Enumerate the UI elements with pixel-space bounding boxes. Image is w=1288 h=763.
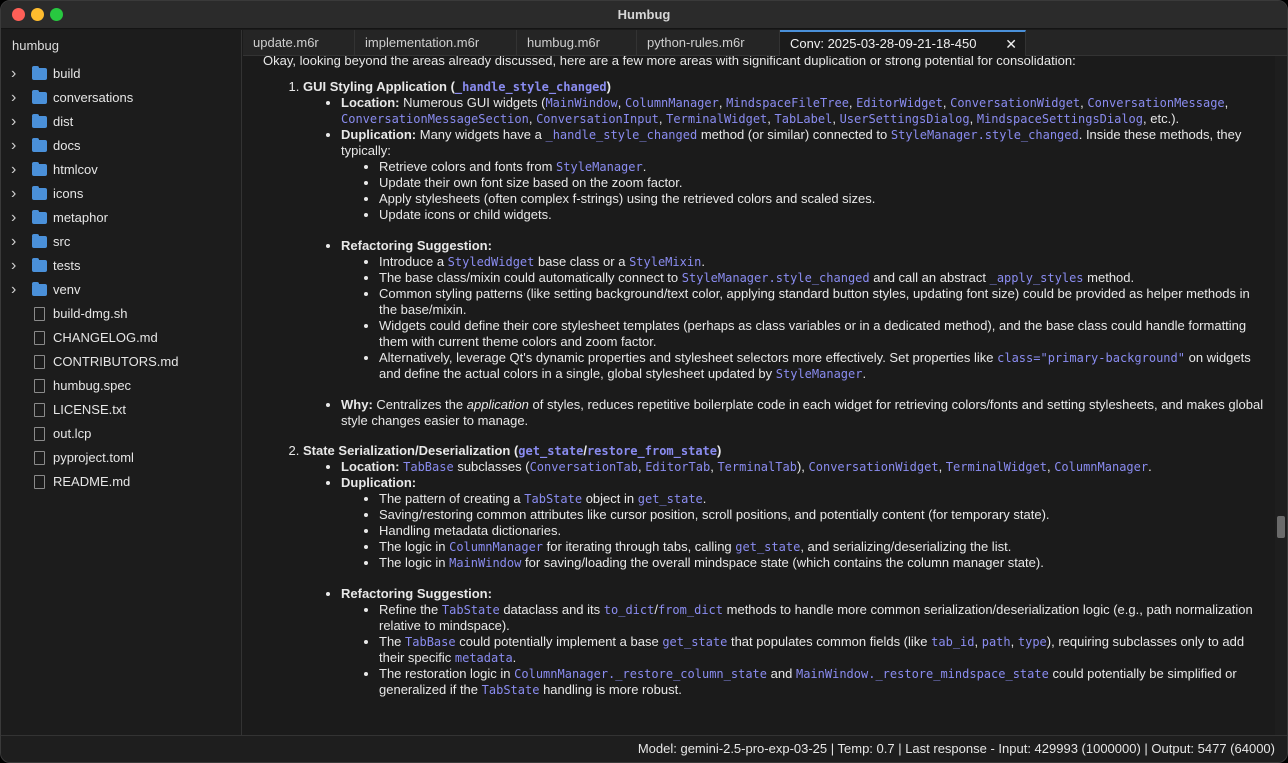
code-identifier: MainWindow — [545, 96, 618, 110]
chevron-right-icon[interactable]: › — [11, 233, 17, 250]
close-tab-icon[interactable]: ✕ — [1005, 36, 1017, 52]
chevron-right-icon[interactable]: › — [11, 89, 17, 106]
tab-update[interactable] — [243, 30, 355, 56]
tree-item-label: build-dmg.sh — [53, 306, 128, 321]
window-title: Humbug — [617, 7, 671, 22]
tree-item-label: metaphor — [53, 210, 108, 225]
tree-item-label: docs — [53, 138, 81, 153]
suggestion-list — [303, 79, 1265, 698]
section-gui-styling — [303, 79, 1265, 429]
tab-label: python-rules.m6r — [647, 35, 745, 50]
file-tree — [1, 62, 241, 494]
file-icon — [34, 451, 45, 465]
section-state-serialization — [303, 443, 1265, 698]
list-item: • The base class/mixin could automatically connect to StyleManager.style_changed and call an abstract _apply_styles method. — [379, 270, 1265, 286]
tree-folder-venv[interactable] — [1, 278, 241, 302]
tree-item-label: README.md — [53, 474, 131, 489]
chevron-right-icon[interactable]: › — [11, 281, 17, 298]
tree-file-CONTRIBUTORS.md[interactable] — [1, 350, 241, 374]
scrollbar-thumb[interactable] — [1277, 516, 1285, 538]
code-identifier: ColumnManager — [624, 96, 719, 110]
section-title: State Serialization/Deserialization (get_state/restore_from_state) — [303, 443, 722, 458]
conversation-scrollbar[interactable] — [1275, 56, 1287, 735]
tree-folder-tests[interactable] — [1, 254, 241, 278]
code-identifier: ConversationInput — [536, 112, 659, 126]
list-item: • Refine the TabState dataclass and its to_dict/from_dict methods to handle more common serialization/deserialization logic (e.g., path normalization relative to mindspace). — [379, 602, 1265, 634]
code-identifier: TerminalWidget — [666, 112, 768, 126]
tree-item-label: tests — [53, 258, 81, 273]
tree-item-label: dist — [53, 114, 74, 129]
list-item: • Widgets could define their core stylesheet templates (perhaps as class variables or in a dedicated method), and the base class could handle formatting them with current theme colors and zoom factor. — [379, 318, 1265, 350]
list-item: • Update their own font size based on the zoom factor. — [379, 175, 1265, 191]
tab-label: update.m6r — [253, 35, 319, 50]
file-icon — [34, 355, 45, 369]
code-identifier: TerminalWidget — [945, 460, 1047, 474]
tree-item-label: conversations — [53, 90, 134, 105]
tree-item-label: venv — [53, 282, 81, 297]
tree-folder-metaphor[interactable] — [1, 206, 241, 230]
folder-icon — [32, 284, 47, 296]
tree-file-CHANGELOG.md[interactable] — [1, 326, 241, 350]
tree-item-label: LICENSE.txt — [53, 402, 126, 417]
folder-icon — [32, 212, 47, 224]
list-item: • Update icons or child widgets. — [379, 207, 1265, 223]
chevron-right-icon[interactable]: › — [11, 257, 17, 274]
tab-bar — [243, 30, 1287, 56]
tree-folder-htmlcov[interactable] — [1, 158, 241, 182]
folder-icon — [32, 116, 47, 128]
tree-folder-icons[interactable] — [1, 182, 241, 206]
tree-item-label: htmlcov — [53, 162, 98, 177]
mindspace-title: humbug — [12, 38, 59, 53]
file-icon — [34, 379, 45, 393]
file-icon — [34, 427, 45, 441]
title-bar — [1, 1, 1287, 29]
list-item: • The restoration logic in ColumnManager._restore_column_state and MainWindow._restore_mindspace_state could potentially be simplified or generalized if the TabState handling is more robust. — [379, 666, 1265, 698]
tree-file-README.md[interactable] — [1, 470, 241, 494]
tab-implementation[interactable] — [355, 30, 517, 56]
list-item: • The pattern of creating a TabState object in get_state. — [379, 491, 1265, 507]
code-identifier: ConversationTab — [529, 460, 638, 474]
status-bar — [1, 735, 1287, 762]
code-identifier: ConversationWidget — [950, 96, 1081, 110]
code-identifier: ConversationMessage — [1087, 96, 1225, 110]
tree-item-label: out.lcp — [53, 426, 92, 441]
tab-humbug[interactable] — [517, 30, 637, 56]
folder-icon — [32, 260, 47, 272]
tree-file-LICENSE.txt[interactable] — [1, 398, 241, 422]
chevron-right-icon[interactable]: › — [11, 113, 17, 130]
tab-conversation[interactable] — [780, 30, 1026, 56]
duplication-item: • Duplication: • The pattern of creating a TabState object in get_state. • Saving/restoring common attributes like cursor position, scroll positions, and potentially content (for temporary state). • Handling metadata dictionaries. • The logic in ColumnManager for iterating through tabs, calling get_state, and serializing/deserializing the list. • The logic in MainWindow for saving/loading the overall mindspace state (which contains the column manager state). — [341, 475, 1265, 571]
tab-python-rules[interactable] — [637, 30, 780, 56]
folder-icon — [32, 140, 47, 152]
list-item: • The logic in MainWindow for saving/loading the overall mindspace state (which contains the column manager state). — [379, 555, 1265, 571]
code-identifier: MindspaceSettingsDialog — [976, 112, 1144, 126]
list-item: • Retrieve colors and fonts from StyleManager. — [379, 159, 1265, 175]
tree-file-pyproject.toml[interactable] — [1, 446, 241, 470]
tab-label: humbug.m6r — [527, 35, 600, 50]
file-icon — [34, 331, 45, 345]
tree-item-label: humbug.spec — [53, 378, 132, 393]
duplication-item: • Duplication: Many widgets have a _handle_style_changed method (or similar) connected to StyleManager.style_changed. Inside these methods, they typically: • Retrieve colors and fonts from StyleManager. • Update their own font size based on the zoom factor. • Apply stylesheets (often complex f-strings) using the retrieved colors and scaled sizes. • Update icons or child widgets. — [341, 127, 1265, 223]
tree-folder-src[interactable] — [1, 230, 241, 254]
chevron-right-icon[interactable]: › — [11, 209, 17, 226]
list-item: • Alternatively, leverage Qt's dynamic properties and stylesheet selectors more effectively. Set properties like class="primary-background" on widgets and define the actual colors in a single, global stylesheet updated by StyleManager. — [379, 350, 1265, 382]
code-identifier: TabLabel — [774, 112, 833, 126]
folder-icon — [32, 188, 47, 200]
refactoring-item: • Refactoring Suggestion: • Refine the TabState dataclass and its to_dict/from_dict methods to handle more common serialization/deserialization logic (e.g., path normalization relative to mindspace). • The TabBase could potentially implement a base get_state that populates common fields (like tab_id, path, type), requiring subclasses only to add their specific metadata. • The restoration logic in ColumnManager._restore_column_state and MainWindow._restore_mindspace_state could potentially be simplified or generalized if the TabState handling is more robust. — [341, 586, 1265, 698]
tab-label: implementation.m6r — [365, 35, 480, 50]
tree-folder-build[interactable] — [1, 62, 241, 86]
list-item: • Apply stylesheets (often complex f-strings) using the retrieved colors and scaled sizes. — [379, 191, 1265, 207]
list-item: • Saving/restoring common attributes like cursor position, scroll positions, and potentially content (for temporary state). — [379, 507, 1265, 523]
refactoring-item: • Refactoring Suggestion: • Introduce a StyledWidget base class or a StyleMixin. • The base class/mixin could automatically connect to StyleManager.style_changed and call an abstract _apply_styles method. • Common styling patterns (like setting background/text color, applying standard button styles, updating font size) could be provided as helper methods in the base/mixin. • Widgets could define their core stylesheet templates (perhaps as class variables or in a dedicated method), and the base class could handle formatting them with current theme colors and zoom factor. • Alternatively, leverage Qt's dynamic properties and stylesheet selectors more effectively. Set properties like class="primary-background" on widgets and define the actual colors in a single, global stylesheet updated by StyleManager. — [341, 238, 1265, 382]
section-title: GUI Styling Application (_handle_style_changed) — [303, 79, 611, 94]
list-item: • The logic in ColumnManager for iterating through tabs, calling get_state, and serializing/deserializing the list. — [379, 539, 1265, 555]
file-icon — [34, 403, 45, 417]
tree-item-label: pyproject.toml — [53, 450, 134, 465]
tree-file-humbug.spec[interactable] — [1, 374, 241, 398]
code-identifier: TerminalTab — [717, 460, 797, 474]
tree-folder-conversations[interactable] — [1, 86, 241, 110]
folder-icon — [32, 164, 47, 176]
conversation-view — [251, 56, 1275, 735]
chevron-right-icon[interactable]: › — [11, 65, 17, 82]
code-identifier: EditorWidget — [856, 96, 943, 110]
chevron-right-icon[interactable]: › — [11, 161, 17, 178]
tab-label: Conv: 2025-03-28-09-21-18-450 — [790, 36, 977, 51]
code-identifier: ColumnManager — [1054, 460, 1149, 474]
code-identifier: ConversationWidget — [808, 460, 939, 474]
tree-file-out.lcp[interactable] — [1, 422, 241, 446]
location-item: • Location: TabBase subclasses (ConversationTab, EditorTab, TerminalTab), ConversationWidget, TerminalWidget, ColumnManager. — [341, 459, 1265, 475]
tree-folder-docs[interactable] — [1, 134, 241, 158]
folder-icon — [32, 236, 47, 248]
tree-item-label: CHANGELOG.md — [53, 330, 158, 345]
tree-item-label: icons — [53, 186, 84, 201]
message-intro: Okay, looking beyond the areas already discussed, here are a few more areas with significant duplication or strong potential for consolidation: — [263, 56, 1076, 68]
why-item: • Why: Centralizes the application of styles, reduces repetitive boilerplate code in each widget for retrieving colors/fonts and setting stylesheets, and makes global style changes easier to manage. — [341, 397, 1265, 429]
file-tree-sidebar — [1, 30, 242, 735]
code-identifier: UserSettingsDialog — [839, 112, 970, 126]
folder-icon — [32, 92, 47, 104]
tree-item-label: src — [53, 234, 71, 249]
code-identifier: EditorTab — [645, 460, 711, 474]
tree-item-label: CONTRIBUTORS.md — [53, 354, 179, 369]
folder-icon — [32, 68, 47, 80]
list-item: • Introduce a StyledWidget base class or a StyleMixin. — [379, 254, 1265, 270]
chevron-right-icon[interactable]: › — [11, 137, 17, 154]
tree-file-build-dmg.sh[interactable] — [1, 302, 241, 326]
list-item: • Handling metadata dictionaries. — [379, 523, 1265, 539]
status-text: Model: gemini-2.5-pro-exp-03-25 | Temp: 0.7 | Last response - Input: 429993 (1000000) | Output: 5477 (64000) — [637, 741, 1275, 756]
list-item: • The TabBase could potentially implement a base get_state that populates common fields (like tab_id, path, type), requiring subclasses only to add their specific metadata. — [379, 634, 1265, 666]
code-identifier: ConversationMessageSection — [341, 112, 529, 126]
chevron-right-icon[interactable]: › — [11, 185, 17, 202]
tree-folder-dist[interactable] — [1, 110, 241, 134]
list-item: • Common styling patterns (like setting background/text color, applying standard button styles, updating font size) could be provided as helper methods in the base/mixin. — [379, 286, 1265, 318]
tree-item-label: build — [53, 66, 81, 81]
file-icon — [34, 475, 45, 489]
ai-message — [251, 56, 1275, 698]
file-icon — [34, 307, 45, 321]
code-identifier: MindspaceFileTree — [726, 96, 849, 110]
location-item: • Location: Numerous GUI widgets (MainWindow, ColumnManager, MindspaceFileTree, EditorWidget, ConversationWidget, ConversationMessage, ConversationMessageSection, ConversationInput, TerminalWidget, TabLabel, UserSettingsDialog, MindspaceSettingsDialog, etc.). — [341, 95, 1265, 127]
